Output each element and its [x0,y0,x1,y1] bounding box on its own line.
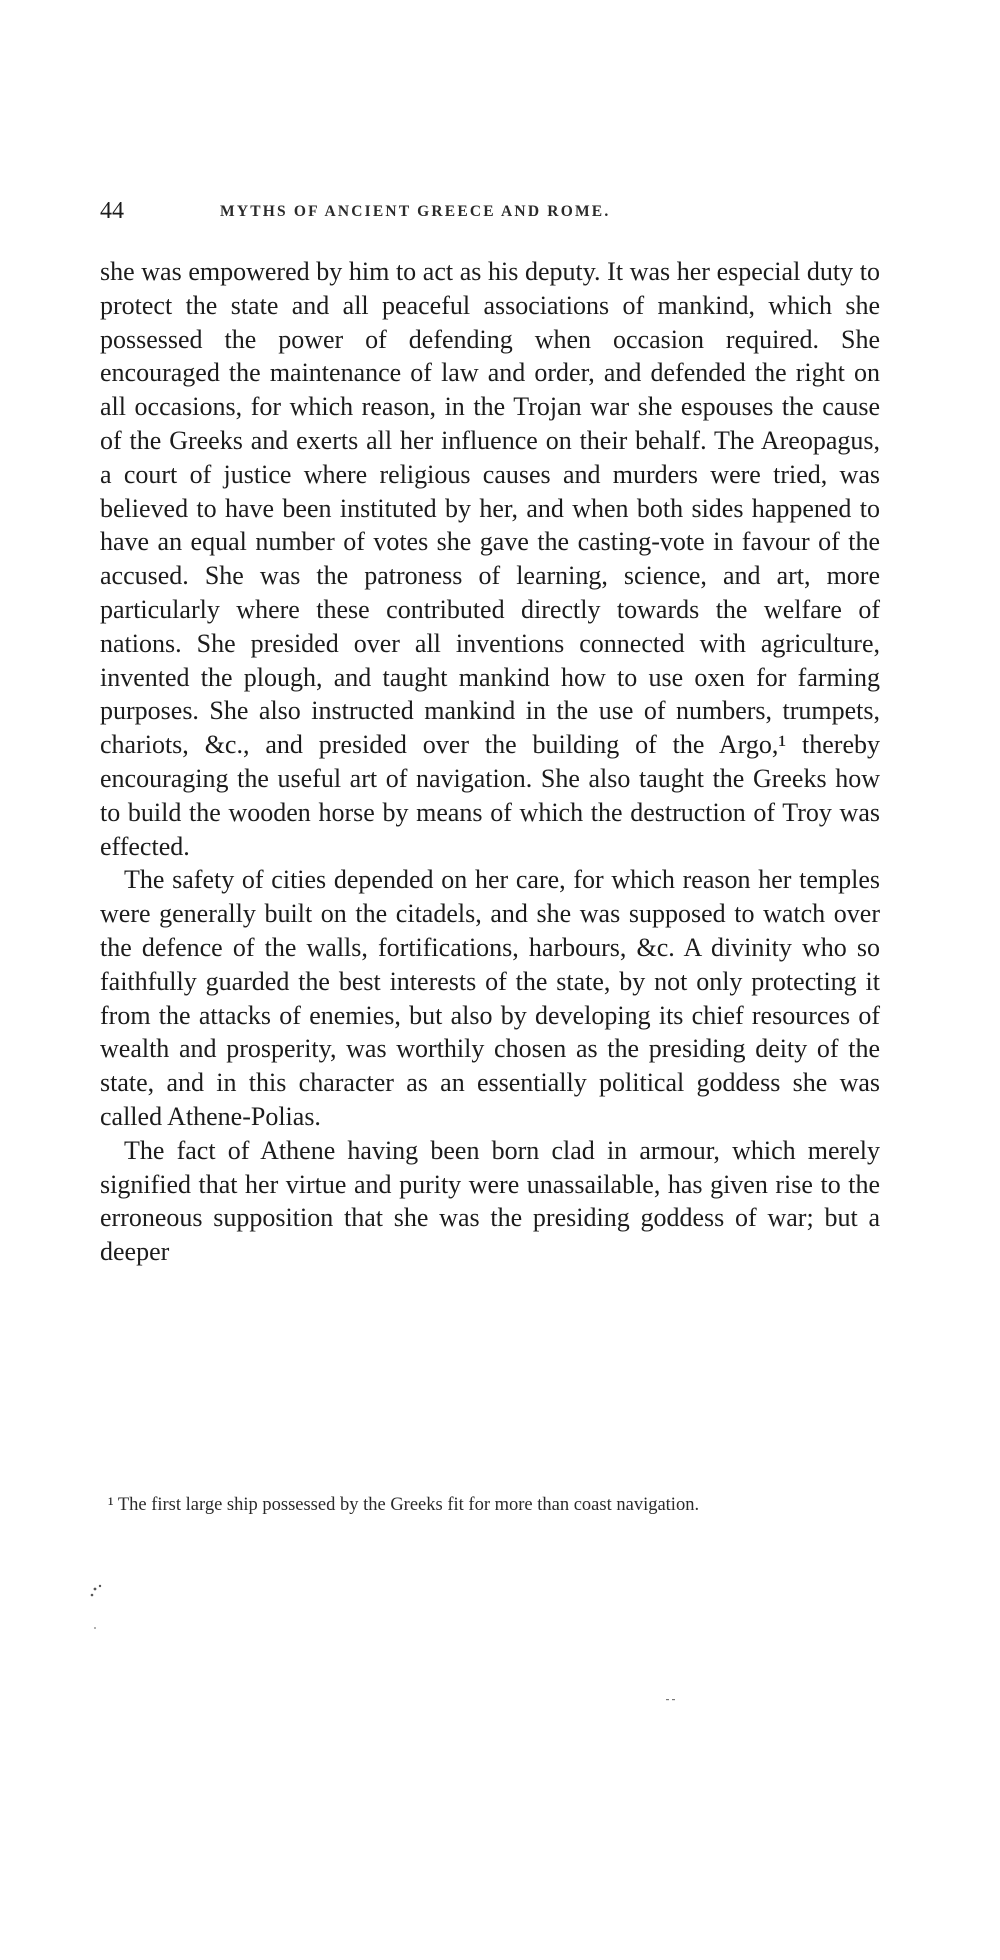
page-number: 44 [100,198,124,224]
page-header [100,198,880,230]
footnotes [100,1493,880,1517]
paragraph-2: The safety of cities depended on her care, for which reason her temples were generally built on the citadels, and she was supposed to watch over the defence of the walls, fortifications, harbours, &c. A divinity who so faithfully guarded the best interests of the state, by not only protecting it from the attacks of enemies, but also by developing its chief resources of wealth and prosperity, was worthily chosen as the presiding deity of the state, and in this character as an essentially political goddess she was called Athene-Polias. [100,865,880,1131]
paragraph-1: she was empowered by him to act as his deputy. It was her especial duty to protect the state and all peaceful associations of mankind, which she possessed the power of defending when occasion required. She encouraged the maintenance of law and order, and defended the right on all occasions, for which reason, in the Trojan war she espouses the cause of the Greeks and exerts all her influence on their behalf. The Areopagus, a court of justice where religious causes and murders were tried, was believed to have been instituted by her, and when both sides happened to have an equal number of votes she gave the casting-vote in favour of the accused. She was the patroness of learning, science, and art, more particularly where these contributed directly towards the welfare of nations. She presided over all inventions connected with agriculture, invented the plough, and taught mankind how to use oxen for farming purposes. She also instructed mankind in the use of numbers, trumpets, chariots, &c., and presided over the building of the Argo,¹ thereby encouraging the useful art of navigation. She also taught the Greeks how to build the wooden horse by means of which the destruction of Troy was effected. [100,257,880,861]
paragraph-3: The fact of Athene having been born clad in armour, which merely signified that her virtue and purity were unassailable, has given rise to the erroneous supposition that she was the presiding goddess of war; but a deeper [100,1135,880,1267]
footnote-1: ¹ The first large ship possessed by the Greeks fit for more than coast navigation. [108,1495,700,1515]
body-text [100,255,880,1269]
running-title: MYTHS OF ANCIENT GREECE AND ROME. [220,203,611,220]
